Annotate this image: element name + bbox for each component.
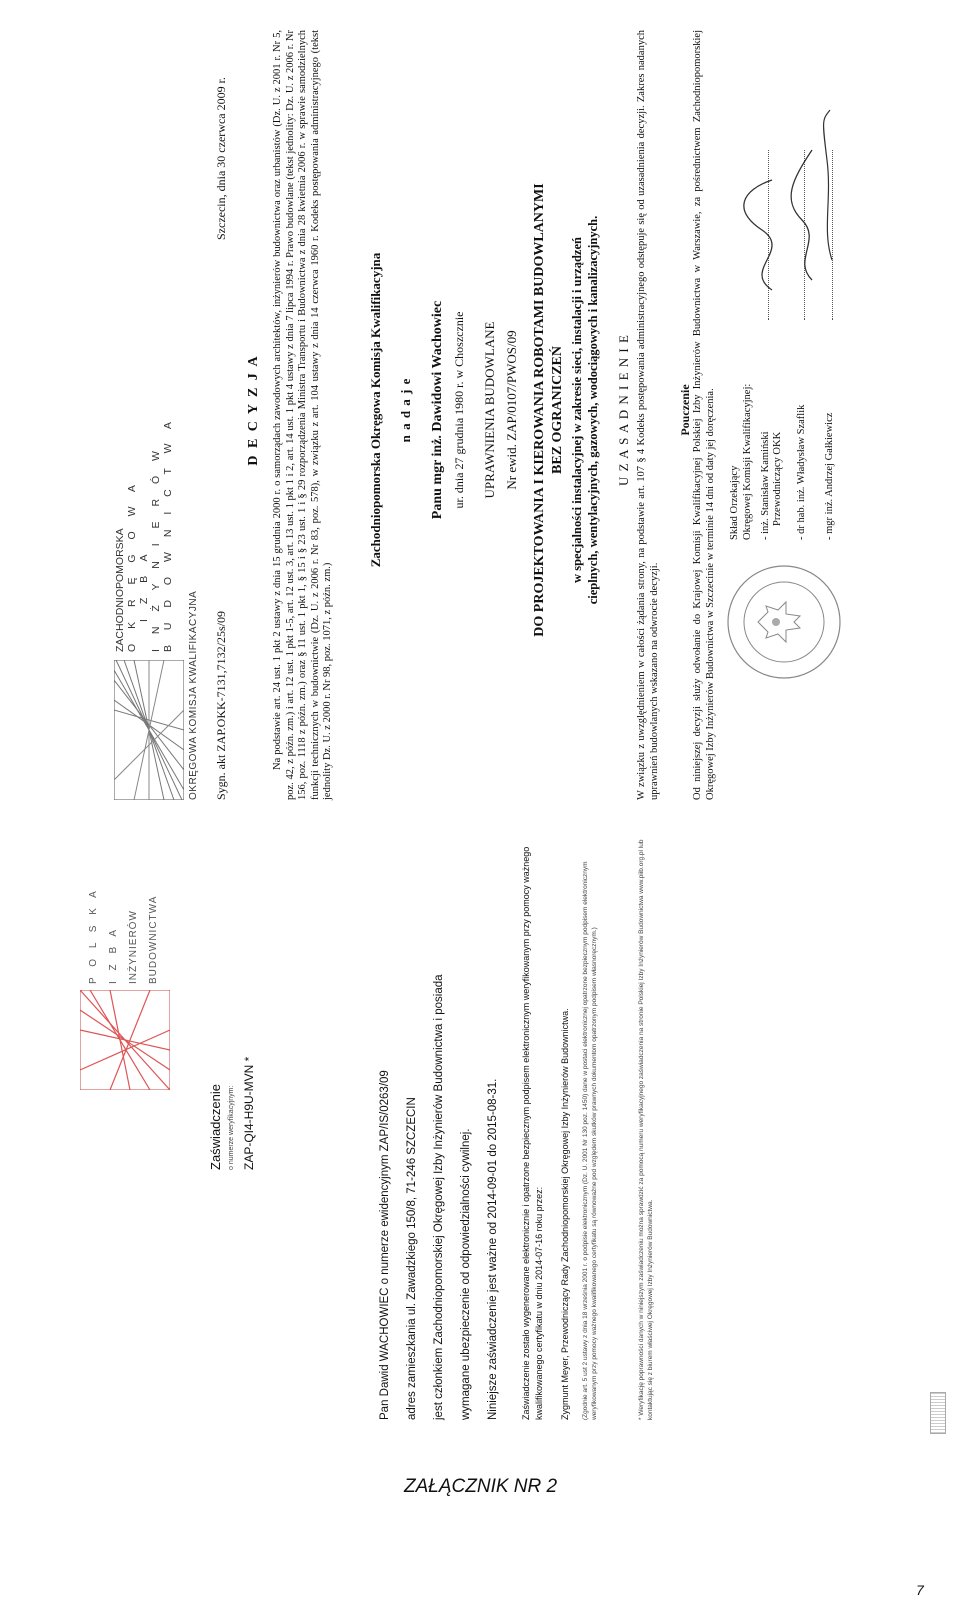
- commission-name: OKRĘGOWA KOMISJA KWALIFIKACYJNA: [188, 590, 199, 800]
- permission-title: UPRAWNIENIA BUDOWLANE: [482, 321, 497, 499]
- instruction-title: Pouczenie: [678, 384, 692, 436]
- piib-line-2: I Z B A: [108, 925, 119, 984]
- piib-line-3: INŻYNIERÓW: [128, 910, 139, 984]
- certificate-document: [80, 800, 870, 1420]
- decision-header: [112, 20, 212, 800]
- grants-label: n a d a j e: [398, 377, 413, 443]
- scope-line-1: DO PROJEKTOWANIA I KIEROWANIA ROBOTAMI BUDOWLANYMI: [532, 183, 547, 637]
- instruction-text: Od niniejszej decyzji służy odwołanie do Krajowej Komisji Kwalifikacyjnej Polskiej Izby Inżynierów Budownictwa w Warszawie, za pośrednictwem Zachodniopomorskiej Okręgowej Izby Inżynierów Budownictwa w Szczecinie w terminie 14 dni od daty jej doręczenia.: [692, 30, 716, 800]
- member-2-name: - dr hab. inż. Władysław Szaflik: [796, 404, 807, 540]
- legal-note: (Zgodnie art. 5 ust 2 ustawy z dnia 18 września 2001 r. o podpisie elektronicznym (Dz. U. 2001 Nr 130 poz. 1450) dane w postaci elektronicznej opatrzone bezpiecznym podpisem elektronicznym weryfikowanym przy pomocy ważnego kwalifikowanego certyfikatu są równoważne pod względem skutków prawnych dokumentom opatrzonym podpisem własnoręcznym.): [582, 861, 598, 1420]
- signature-note: Zaświadczenie zostało wygenerowane elektronicznie i opatrzone bezpiecznym podpisem elektronicznym weryfikowanym przy pomocy ważnego kwalifikowanego certyfikatu w dniu 2014-07-16 roku przez:: [521, 846, 544, 1420]
- cert-subtitle: o numerze weryfikacyjnym:: [228, 1085, 235, 1170]
- cert-line-4: wymagane ubezpieczenie od odpowiedzialności cywilnej.: [460, 1128, 472, 1420]
- zoiib-logo: [114, 660, 184, 800]
- handwritten-signatures: [732, 100, 842, 300]
- scope-line-2: BEZ OGRANICZEŃ: [550, 346, 565, 474]
- signature-ref: Sygn. akt ZAP.OKK-7131,7132/25s/09: [214, 610, 228, 800]
- footnote: * Weryfikację poprawności danych w niniejszym zaświadczeniu można sprawdzić za pomocą numeru weryfikacyjnego zaświadczenia na stronie Polskiej Izby Inżynierów Budownictwa www.piib.org.pl lub kontaktując się z biurem właściwej Okręgowej Izby Inżynierów Budownictwa.: [638, 839, 654, 1420]
- cert-number: ZAP-QI4-H9U-MVN *: [242, 1056, 256, 1170]
- cert-line-3: jest członkiem Zachodniopomorskiej Okręgowej Izby Inżynierów Budownictwa i posiada: [433, 974, 445, 1420]
- decision-document: [112, 20, 835, 800]
- issuer: Zachodniopomorska Okręgowa Komisja Kwalifikacyjna: [368, 252, 383, 568]
- panel-title: Skład Orzekający: [729, 465, 740, 540]
- justification-title: U Z A S A D N I E N I E: [616, 334, 631, 486]
- official-seal-icon: [724, 562, 844, 682]
- birth-info: ur. dnia 27 grudnia 1980 r. w Choszcznie: [452, 311, 466, 509]
- cert-body: [372, 800, 507, 1420]
- zoiib-name: [114, 416, 174, 652]
- recipient: Panu mgr inż. Dawidowi Wachowiec: [430, 300, 445, 520]
- attachment-label: ZAŁĄCZNIK NR 2: [404, 1476, 558, 1497]
- piib-line-4: BUDOWNICTWA: [148, 895, 159, 984]
- scope-line-4: cieplnych, wentylacyjnych, gazowych, wodociągowych i kanalizacyjnych.: [586, 215, 600, 605]
- justification-text: W związku z uwzględnieniem w całości żądania strony, na podstawie art. 107 § 4 Kodeks postępowania administracyjnego odstępuje się od uzasadnienia decyzji. Zakres nadanych uprawnień budowlanych wskazano na odwrocie decyzji.: [636, 30, 660, 800]
- cert-title: Zaświadczenie: [208, 1084, 223, 1170]
- panel-subtitle: Okręgowej Komisji Kwalifikacyjnej:: [742, 383, 753, 540]
- panel-block: [728, 384, 754, 540]
- place-date: Szczecin, dnia 30 czerwca 2009 r.: [214, 77, 228, 240]
- member-1-name: - inż. Stanisław Kamiński: [760, 431, 771, 540]
- scanner-mark: [930, 1392, 946, 1434]
- piib-line-1: P O L S K A: [88, 887, 99, 984]
- signer: Zygmunt Meyer, Przewodniczący Rady Zachodniopomorskiej Okręgowej Izby Inżynierów Budownictwa.: [560, 1008, 570, 1420]
- member-3-name: - mgr inż. Andrzej Gałkiewicz: [824, 412, 835, 540]
- member-1-role: Przewodniczący OKK: [772, 431, 783, 526]
- cert-line-1: Pan Dawid WACHOWIEC o numerze ewidencyjnym ZAP/IS/0263/09: [379, 1070, 391, 1420]
- page-title: D E C Y Z J A: [246, 354, 261, 466]
- org-line-2: O K R Ę G O W A: [126, 479, 138, 652]
- legal-basis: Na podstawie art. 24 ust. 1 pkt 2 ustawy z dnia 15 grudnia 2000 r. o samorządach zawodowych architektów, inżynierów budownictwa oraz urbanistów (Dz. U. z 2001 r. Nr 5, poz. 42, z późn. zm.) i art. 12 ust. 1 pkt 1-5, art. 12 ust. 3, art. 13 ust. 1 pkt 1 i 2, art. 14 ust. 1 pkt 4 ustawy z dnia 7 lipca 1994 r. Prawo budowlane (tekst jednolity: Dz. U. z 2006 r. Nr 156, poz. 1118 z późn. zm.) oraz § 11 ust. 1 pkt 1, § 15 i § 23 ust. 1 i § 29 rozporządzenia Ministra Transportu i Budownictwa z dnia 28 kwietnia 2006 r. w sprawie samodzielnych funkcji technicznych w budownictwie (Dz. U. z 2006 r. Nr 83, poz. 578), w związku z art. 104 ustawy z dnia 14 czerwca 1960 r. Kodeks postępowania administracyjnego (tekst jednolity Dz. U. z 2000 r. Nr 98, poz. 1071, z późn. zm.): [272, 30, 333, 800]
- reg-number: Nr ewid. ZAP/0107/PWOS/09: [504, 330, 519, 490]
- org-line-3: I Z B A: [138, 548, 150, 622]
- org-line-1: ZACHODNIOPOMORSKA: [114, 528, 126, 652]
- piib-name: [84, 887, 164, 984]
- scope-line-3: w specjalności instalacyjnej w zakresie sieci, instalacji i urządzeń: [570, 237, 584, 583]
- piib-logo: [80, 990, 170, 1090]
- page-number: 7: [916, 1582, 924, 1598]
- org-line-5: B U D O W N I C T W A: [162, 416, 174, 652]
- cert-line-2: adres zamieszkania ul. Zawadzkiego 150/8, 71-246 SZCZECIN: [406, 1097, 418, 1420]
- org-line-4: I N Ż Y N I E R Ó W: [150, 445, 162, 652]
- cert-line-5: Niniejsze zaświadczenie jest ważne od 2014-09-01 do 2015-08-31.: [487, 1078, 499, 1420]
